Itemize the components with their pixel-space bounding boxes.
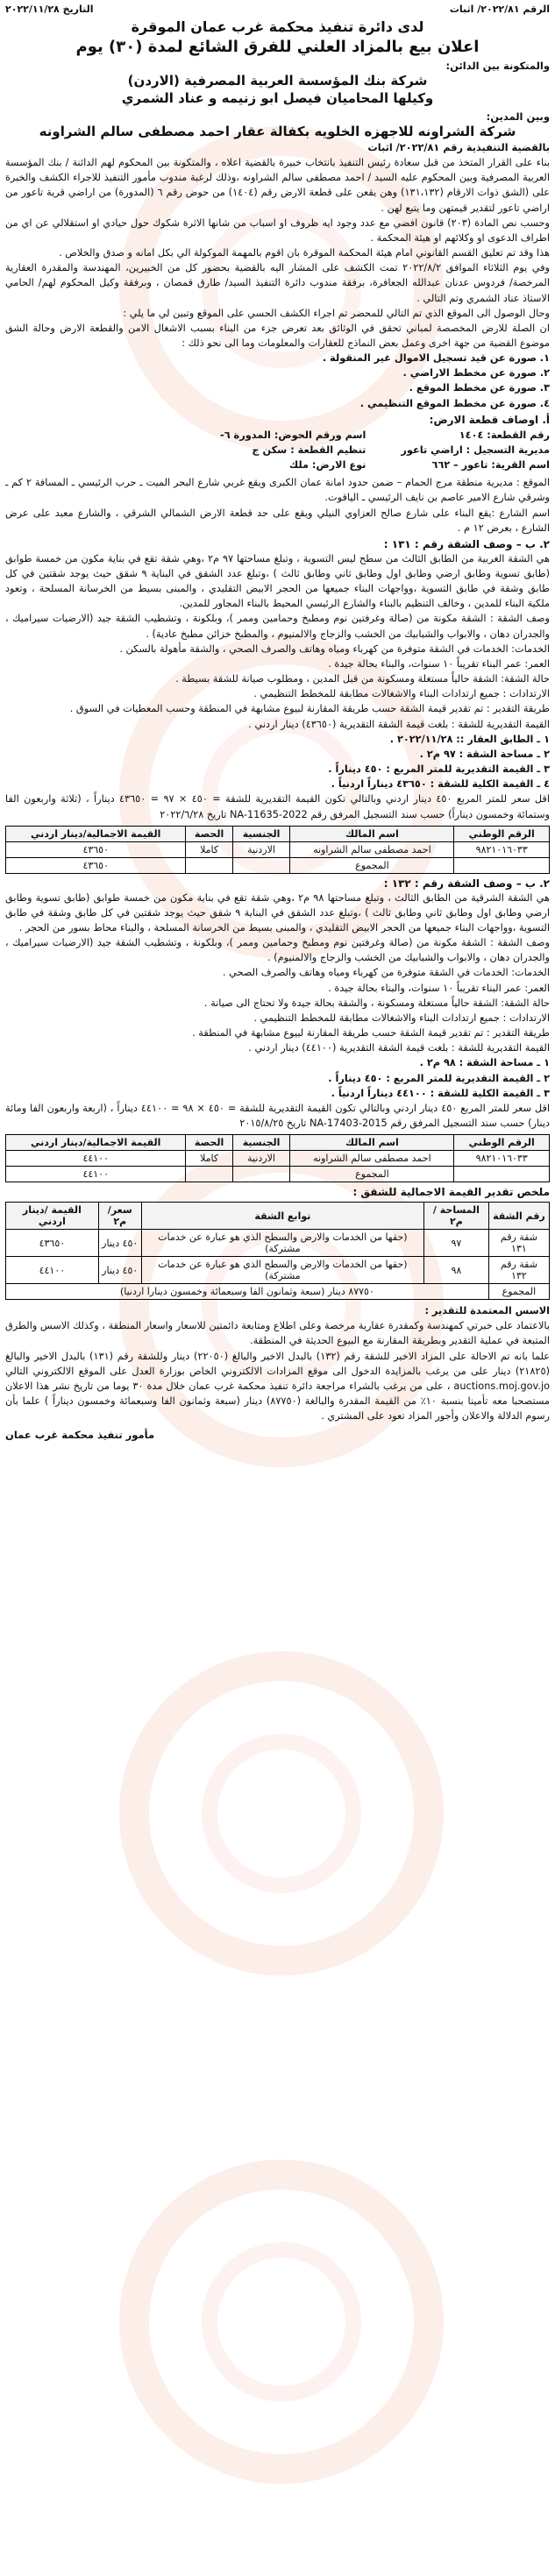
table-cell: [186, 857, 232, 873]
table-header: الجنسية: [232, 826, 290, 841]
apartment-bullet: ١ ـ مساحة الشقة : ٩٨ م٢ .: [419, 1057, 550, 1069]
table-row: [6, 1257, 550, 1284]
table-header: الرقم الوطني: [454, 826, 550, 841]
table-cell: كاملا: [186, 1151, 232, 1167]
table-cell: ٤٥٠ دينار: [98, 1257, 141, 1284]
table-total-row: [6, 1284, 550, 1300]
attachment-item: ٣. صورة عن مخطط الموقع .: [409, 382, 550, 394]
watermark-seal: [119, 2160, 444, 2484]
table-cell: (حقها من الخدمات والارض والسطح الذي هو عبارة عن خدمات مشتركة): [141, 1257, 423, 1284]
apartment-bullet: ٣ ـ القيمة الكلية للشقة : ٤٤١٠٠ ديناراً اردنياً .: [331, 1087, 550, 1099]
apartment-bullet: ١ ـ الطابق العقار :: ٢٠٢٢/١١/٢٨ .: [389, 733, 550, 745]
table-cell: [454, 1167, 550, 1182]
apartment-closing: اقل سعر للمتر المربع ٤٥٠ دينار اردني وبالتالي تكون القيمة التقديرية للشقة = ٤٥٠ × ٩٨ = ٤٤١٠٠ ديناراً ، (اربعة واربعون الفا ومائة دينار) حسب سند التسجيل المرفق رقم 2015-NA-17403 تاريخ ٢٠١٥/٨/٢٥: [5, 1102, 550, 1129]
intro-paragraph: بناء على القرار المتخذ من قبل سعادة رئيس التنفيذ بانتخاب خبيرة بالقضية اعلاه ، والمتكونة بين المحكوم لهم الدائنة / بنك المؤسسة العربية المصرفية وبين المحكوم عليه السيد / احمد مصطفى سالم الشراونه ،وذلك لرغبة مندوب مأمور التنفيذ للاجراء الكشف والخبرة على (الشق ذوات الارقام (١٣١،١٣٢) وهن يقعن على قطعة الارض رقم (١٤٠٤) من حوض رقم ٦ (المدورة) من اراضي قرية تاعور من اراضي تاعور لتقدير قيمتهن وما يتبع لهن .: [5, 157, 550, 214]
table-row: [6, 1151, 550, 1167]
apartment-paragraph: هي الشقة الغربية من الطابق الثالث من سطح ليس التسوية ، وتبلغ مساحتها ٩٧ م٢ ،وهي شقة تقع في بناية مكون من خمسة طوابق (طابق تسوية وطابق ارضي وطابق اول وطابق ثاني وطابق ثالث ) ،وتبلغ عدد الشقق في البناية ٩ شقق حيث يوجد شقتين في كل طابق وشقة في طابق التسوية ،وواجهات البناء جميعها من الحجر الابيض التقليدي ، والمبنى بسيط من الخرسانة المسلحة ، وتعود ملكية البناء للمدين ، وخالف التنظيم بالبناء والشارع الرئيسي المحيط بالبناء المجاور للمدين.: [5, 552, 550, 610]
footer-paragraph: بالاعتماد على خبرتي كمهندسة وكمقدرة عقارية مرخصة وعلى اطلاع ومتابعة دائمتين للاسعار واسعار المنطقة ، وكذلك الاسس والطرق المتبعة في عملية التقدير وبطريقة المقارنة مع البيوع الحديثة في المنطقة.: [5, 1320, 550, 1347]
footer-paragraph: علما بانه تم الاحالة على المزاد الاخير للشقة رقم (١٣٢) بالبدل الاخير والبالغ (٢٢٠٥٠) دينار وللشقة رقم (١٣١) بالبدل الاخير والبالغ (٢١٨٢٥) دينار على من يرغب بالمزايدة الدخول الى موقع المزادات الالكتروني الخاص بوزارة العدل على الموقع الالكتروني التالي auctions.moj.gov.jo ، على من يرغب بالشراء مراجعة دائرة تنفيذ محكمة غرب عمان خلال مدة ٣٠ يوما من تاريخ نشر هذا الاعلان مستصحبا معه تأمينا بنسبة ١٠٪ من القيمة المقدرة والبالغة (٨٧٧٥٠) دينار (سبعة وثمانون الفا وسبعمائة وخمسون ديناراً ) علما بأن رسوم الدلالة والاعلان وأجور المزاد تعود على المشتري .: [5, 1350, 550, 1423]
debtor-label: وبين المدين:: [486, 110, 550, 123]
apartment-paragraph: وصف الشقة : الشقة مكونة من (صالة وغرفتين نوم ومطبخ وحمامين وممر )، وبلكونة ، وتشطيب الشقة جيد (الارضيات سيراميك ، والجدران دهان ، والابواب والشبابيك من الخشب والزجاج والالمنيوم ، والمطبخ خزائن مطبخ عادية) .: [5, 613, 550, 640]
table-header: سعر/م٢: [98, 1203, 141, 1230]
apartment-paragraph: الخدمات: الخدمات في الشقة متوفرة من كهرباء ومياه وهاتف والصرف الصحي .: [222, 967, 550, 979]
land-info: رقم القطعة: ١٤٠٤: [459, 429, 550, 441]
summary-title: ملخص تقدير القيمة الاجمالية للشقق :: [352, 1186, 550, 1199]
table-cell: الاردنية: [232, 1151, 290, 1167]
apartment-paragraph: العمر: عمر البناء تقريباً ١٠ سنوات، والبناء بحالة جيدة .: [328, 982, 550, 994]
land-info-grid: [5, 428, 550, 472]
table-cell: شقة رقم ١٣١: [488, 1230, 549, 1257]
land-info: مديرية التسجيل : اراضي تاعور: [401, 444, 550, 456]
apartment-132-title: ٢. ب – وصف الشقة رقم : ١٣٢ :: [383, 876, 550, 890]
creditor-lawyers: وكيلها المحاميان فيصل ابو زنيمه و عناد الشمري: [121, 90, 434, 107]
land-info: نوع الارض: ملك: [288, 459, 366, 472]
table-header: المساحة /م٢: [424, 1203, 489, 1230]
apartment-bullet: ٢ ـ مساحة الشقة : ٩٧ م٢ .: [419, 748, 550, 760]
table-cell: ٤٤١٠٠: [6, 1167, 186, 1182]
apartment-paragraph: الارتدادات : جميع ارتدادات البناء والاشغالات مطابقة للمخطط التنظيمي .: [253, 688, 550, 700]
apartment-paragraph: طريقة التقدير : تم تقدير قيمة الشقة حسب طريقة المقارنة لبيوع مشابهة في المنطقة وحسب المعطيات في السوق .: [69, 703, 550, 715]
table-header: اسم المالك: [290, 1135, 454, 1151]
header-meta: [5, 4, 550, 15]
table-cell: ٤٥٠ دينار: [98, 1230, 141, 1257]
intro-paragraph: وحسب نص المادة (٢٠٣) قانون افضي مع عدد وجود ايه ظروف او اسباب من شانها الاثرة شكوك حول حيادي او استقلالي عن اي من اطراف الدعوى او وكلائهم او هيئة المحكمة .: [5, 216, 550, 244]
table-cell: ٩٧: [424, 1230, 489, 1257]
land-street: اسم الشارع :يقع البناء على شارع صالح العزاوي النيلي ويقع على حد قطعة الارض الشمالي الشرقي ، والشارع معبد على عرض الشارع ، بعرض ١٢ م .: [5, 507, 550, 534]
table-row: [6, 1230, 550, 1257]
intro-paragraph: وفي يوم الثلاثاء الموافق ٢٠٢٢/٨/٢ تمت الكشف على المشار اليه بالقضية بحضور كل من الخبيرين، المهندسة والمقدرة العقارية المرخصة/ فردوس عدنان عبدالله الجعافرة، برفقة مندوب دائرة التنفيذ السيد/ طارق قمصان ، وبرفقة وكيل المحكوم لهم/ الحامي الاستاذ عناد الشمري وتم التالي .: [5, 262, 550, 304]
notice-document: [5, 4, 550, 2572]
table-cell: المجموع: [290, 857, 454, 873]
table-cell: احمد مصطفى سالم الشراونه: [290, 1151, 454, 1167]
table-cell: [454, 857, 550, 873]
table-cell: ٤٣٦٥٠: [6, 1230, 99, 1257]
creditor-label: والمتكونة بين الدائن:: [445, 60, 550, 73]
table-cell: شقة رقم ١٣٢: [488, 1257, 549, 1284]
notice-date: التاريخ ٢٠٢٢/١١/٢٨: [5, 4, 94, 15]
table-cell: المجموع: [290, 1167, 454, 1182]
attachment-item: ٤. صورة عن مخطط الموقع التنظيمي .: [359, 397, 550, 409]
table-cell: احمد مصطفى سالم الشراونه: [290, 841, 454, 857]
table-cell: [232, 857, 290, 873]
apartment-bullet: ٤ ـ القيمة الكلية للشقة : ٤٣٦٥٠ ديناراً اردنياً .: [331, 778, 550, 791]
table-header: الحصة: [186, 826, 232, 841]
watermark-seal: [119, 1651, 444, 1976]
table-cell: ٩٨٢١٠١٦٠٣٣: [454, 841, 550, 857]
table-cell: الاردنية: [232, 841, 290, 857]
table-cell: ٤٣٦٥٠: [6, 857, 186, 873]
land-info: تنظيم القطعة : سكن ج: [252, 444, 366, 456]
apartment-paragraph: وصف الشقة : الشقة مكونة من (صالة وغرفتين نوم ومطبخ وحمامين وممر )، وبلكونة ، وتشطيب الشقة جيد (الارضيات سيراميك ، والجدران دهان ، والابواب والشبابيك من الخشب والزجاج والالمنيوم) .: [5, 937, 550, 964]
apartment-paragraph: الخدمات: الخدمات في الشقة متوفرة من كهرباء ومياه وهاتف والصرف الصحي ، والشقة مأهولة بالسكن .: [119, 642, 550, 655]
apartment-paragraph: طريقة التقدير : تم تقدير قيمة الشقة حسب طريقة المقارنة لبيوع مشابهة في المنطقة .: [192, 1027, 550, 1040]
apartment-closing: اقل سعر للمتر المربع ٤٥٠ دينار اردني وبالتالي تكون القيمة التقديرية للشقة = ٤٥٠ × ٩٧ = ٤٣٦٥٠ ديناراً ، (ثلاثة واربعون الفا وستمائة وخمسون ديناراً) حسب سند التسجيل المرفق رقم 2022-NA-11635 تاريخ ٢٠٢٢/٦/٢٨: [5, 793, 550, 820]
table-cell: ٤٣٦٥٠: [6, 841, 186, 857]
creditor-name: شركة بنك المؤسسة العربية المصرفية (الاردن): [127, 73, 428, 89]
table-header: رقم الشقة: [488, 1203, 549, 1230]
apartment-paragraph: هي الشقة الشرقية من الطابق الثالث ، وتبلغ مساحتها ٩٨ م٢ ،وهي شقة تقع في بناية مكون من خمسة طوابق (طابق تسوية وطابق ارضي وطابق اول وطابق ثاني وطابق ثالث ) ،وتبلغ عدد الشقق في البناية ٩ شقق حيث يوجد شقتين في كل طابق وشقة في طابق التسوية ،وواجهات البناء جميعها من الحجر الابيض التقليدي ، والمبنى بسيط من الخرسانة المسلحة ، والبناء محاط بسور من الحجر .: [5, 891, 550, 933]
table-row: [6, 1167, 550, 1182]
land-info: اسم ورقم الحوض: المدورة ٦-: [219, 429, 366, 441]
owner-table-131: [5, 826, 550, 874]
owner-table-132: [5, 1134, 550, 1182]
apartment-paragraph: القيمة التقديرية للشقة : بلغت قيمة الشقة التقديرية (٤٣٦٥٠) دينار اردني .: [248, 718, 550, 730]
apartment-paragraph: حالة الشقة: الشقة حالياً مستغلة ومسكونة من قبل المدين ، ومطلوب صيانة للشقة بسيطة .: [175, 673, 550, 685]
apartment-bullet: ٣ ـ القيمة التقديرية للمتر المربع : ٤٥٠ ديناراً .: [328, 763, 550, 776]
table-cell: كاملا: [186, 841, 232, 857]
debtor-name: شركة الشراونه للاجهزه الخلويه بكفالة عقار احمد مصطفى سالم الشراونه: [39, 123, 516, 139]
table-cell: ٩٨٢١٠١٦٠٣٣: [454, 1151, 550, 1167]
table-row: [6, 841, 550, 857]
table-header: توابع الشقة: [141, 1203, 423, 1230]
table-cell: ٩٨: [424, 1257, 489, 1284]
land-location: الموقع : مديرية منطقة مرج الحمام – ضمن حدود امانة عمان الكبرى ويقع غربي شارع البحر الميت ـ حرب الرئيسي ـ المسافة ٢ كم ـ وشرقي شارع الامير عاصم بن نايف الرئيسي ـ الياقوت.: [5, 477, 550, 504]
apartment-paragraph: القيمة التقديرية للشقة : بلغت قيمة الشقة التقديرية (٤٤١٠٠) دينار اردني .: [248, 1042, 550, 1054]
intro-paragraph: ان الصلة للارض المخصصة لمباني تحقق في الوثائق بعد تعرض جزء من البناء بسبب الاشغال الامن والقطعة الارض وحالة الشق موضوع القضية من جهة اخرى وعمل بعض النماذج للعقارات والمعلومات وما الى نحو ذلك :: [5, 322, 550, 349]
summary-table: [5, 1202, 550, 1300]
apartment-paragraph: العمر: عمر البناء تقريباً ١٠ سنوات، والبناء بحالة جيدة .: [328, 657, 550, 670]
table-row: [6, 857, 550, 873]
land-info: اسم القرية: تاعور – ٦٦٢: [431, 459, 550, 472]
table-header: الحصة: [186, 1135, 232, 1151]
table-cell: ٤٤١٠٠: [6, 1151, 186, 1167]
attachment-item: ٢. صورة عن مخطط الاراضي .: [402, 367, 550, 380]
announcement-title: اعلان بيع بالمزاد العلني للفرق الشائع لمدة (٣٠) يوم: [75, 37, 480, 56]
table-cell: [186, 1167, 232, 1182]
attachment-item: ١. صورة عن قيد تسجيل الاموال غير المنقولة .: [322, 352, 550, 365]
table-header: الجنسية: [232, 1135, 290, 1151]
signature: مأمور تنفيذ محكمة غرب عمان: [5, 1429, 155, 1442]
land-section-title: أ. اوصاف قطعة الارض:: [429, 413, 550, 426]
apartment-bullet: ٢ ـ القيمة التقديرية للمتر المربع : ٤٥٠ ديناراً .: [328, 1072, 550, 1084]
reference-number: الرقم ٢٠٢٢/٨١/ اثبات: [449, 4, 550, 15]
case-number: بالقضية التنفيذية رقم ٢٠٢٢/٨١/ اثبات: [367, 141, 550, 153]
table-cell: ٤٤١٠٠: [6, 1257, 99, 1284]
table-cell: [232, 1167, 290, 1182]
intro-paragraph: وحال الوصول الى الموقع الذي تم التالي للمحضر تم اجراء الكشف الحسي على الموقع وتبين لي ما يلي :: [123, 307, 550, 319]
footer-heading: الاسس المعتمدة للتقدير :: [424, 1305, 550, 1317]
table-header: اسم المالك: [290, 826, 454, 841]
apartment-paragraph: حالة الشقة: الشقة حالياً مستغلة ومسكونة ، والشقة بحالة جيدة ولا تحتاج الى صيانة .: [203, 997, 550, 1009]
apartment-paragraph: الارتدادات : جميع ارتدادات البناء والاشغالات مطابقة للمخطط التنظيمي .: [253, 1011, 550, 1024]
table-header: الرقم الوطني: [454, 1135, 550, 1151]
table-cell: (حقها من الخدمات والارض والسطح الذي هو عبارة عن خدمات مشتركة): [141, 1230, 423, 1257]
table-header: القيمة /دينار اردني: [6, 1203, 99, 1230]
total-value: ٨٧٧٥٠ دينار (سبعة وثمانون الفا وسبعمائة وخمسون دينارا اردنيا): [6, 1284, 489, 1300]
total-label: المجموع: [488, 1284, 549, 1300]
table-header: القيمة الاجمالية/دينار اردني: [6, 826, 186, 841]
table-header: القيمة الاجمالية/دينار اردني: [6, 1135, 186, 1151]
intro-paragraph: هذا وقد تم تعليق القسم القانوني امام هيئة المحكمة الموقرة بان اقوم بالمهمة الموكولة الي بكل امانه و صدق والخلاص .: [59, 247, 550, 259]
apartment-131-title: ٢. ب – وصف الشقة رقم : ١٣١ :: [383, 537, 550, 550]
court-name: لدى دائرة تنفيذ محكمة غرب عمان الموقرة: [131, 18, 424, 35]
